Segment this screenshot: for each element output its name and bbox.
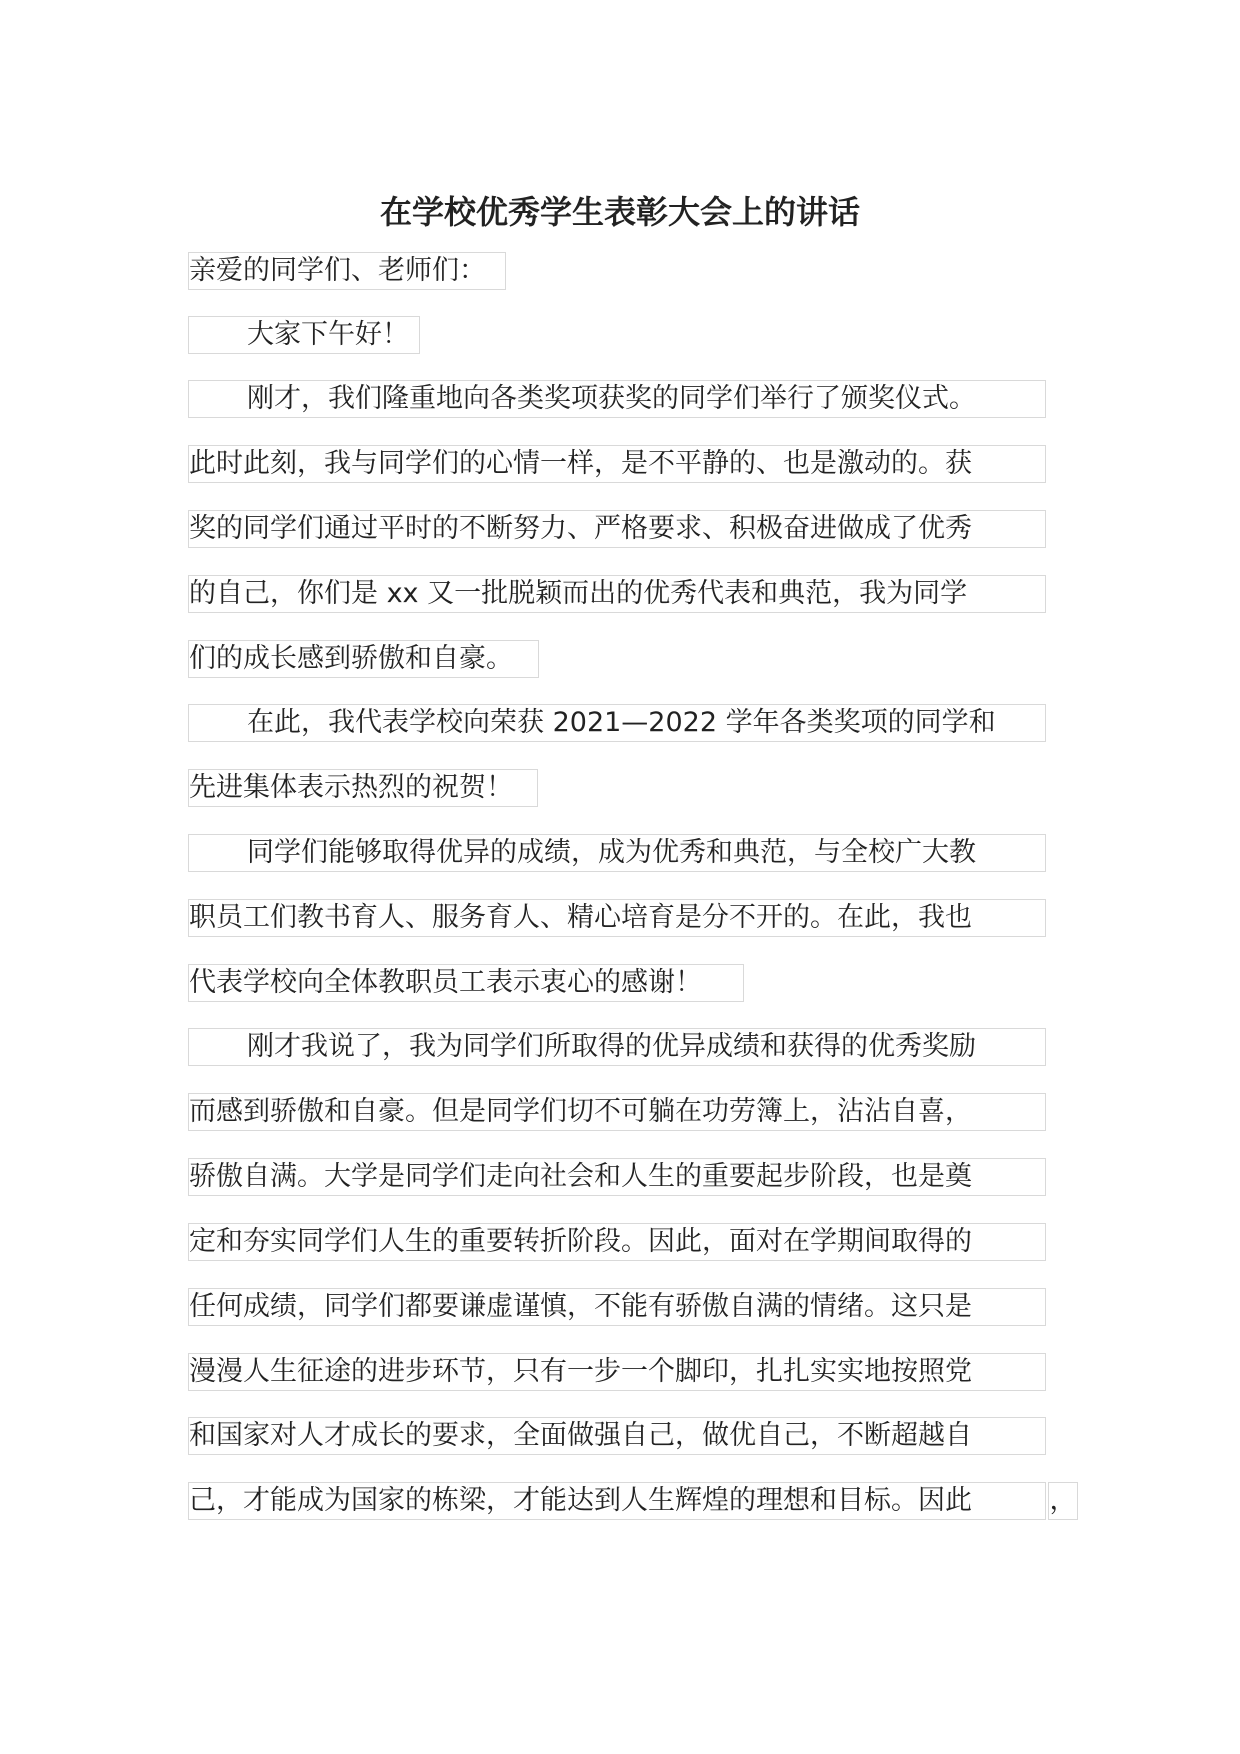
text-line: 己，才能成为国家的栋梁，才能达到人生辉煌的理想和目标。因此: [188, 1482, 1046, 1520]
text-line: 先进集体表示热烈的祝贺！: [188, 769, 538, 807]
text-line: 此时此刻，我与同学们的心情一样，是不平静的、也是激动的。获: [188, 445, 1046, 483]
text-line: 的自己，你们是 xx 又一批脱颖而出的优秀代表和典范，我为同学: [188, 575, 1046, 613]
greeting-line: 大家下午好！: [188, 316, 420, 354]
text-line: 和国家对人才成长的要求，全面做强自己，做优自己，不断超越自: [188, 1417, 1046, 1455]
text-line: 而感到骄傲和自豪。但是同学们切不可躺在功劳簿上，沾沾自喜，: [188, 1093, 1046, 1131]
text-line: 刚才，我们隆重地向各类奖项获奖的同学们举行了颁奖仪式。: [188, 380, 1046, 418]
text-line: 们的成长感到骄傲和自豪。: [188, 640, 539, 678]
text-line: 定和夯实同学们人生的重要转折阶段。因此，面对在学期间取得的: [188, 1223, 1046, 1261]
text-line: 代表学校向全体教职员工表示衷心的感谢！: [188, 964, 744, 1002]
text-line: 同学们能够取得优异的成绩，成为优秀和典范，与全校广大教: [188, 834, 1046, 872]
text-line: 漫漫人生征途的进步环节，只有一步一个脚印，扎扎实实地按照党: [188, 1353, 1046, 1391]
text-line: 在此，我代表学校向荣获 2021—2022 学年各类奖项的同学和: [188, 704, 1046, 742]
salutation-line: 亲爱的同学们、老师们：: [188, 252, 506, 290]
text-line: 职员工们教书育人、服务育人、精心培育是分不开的。在此，我也: [188, 899, 1046, 937]
text-line: 任何成绩，同学们都要谦虚谨慎，不能有骄傲自满的情绪。这只是: [188, 1288, 1046, 1326]
page-title: 在学校优秀学生表彰大会上的讲话: [379, 193, 860, 231]
text-line: 刚才我说了，我为同学们所取得的优异成绩和获得的优秀奖励: [188, 1028, 1046, 1066]
text-line: 奖的同学们通过平时的不断努力、严格要求、积极奋进做成了优秀: [188, 510, 1046, 548]
trailing-comma: ，: [1048, 1482, 1078, 1520]
text-line: 骄傲自满。大学是同学们走向社会和人生的重要起步阶段，也是奠: [188, 1158, 1046, 1196]
